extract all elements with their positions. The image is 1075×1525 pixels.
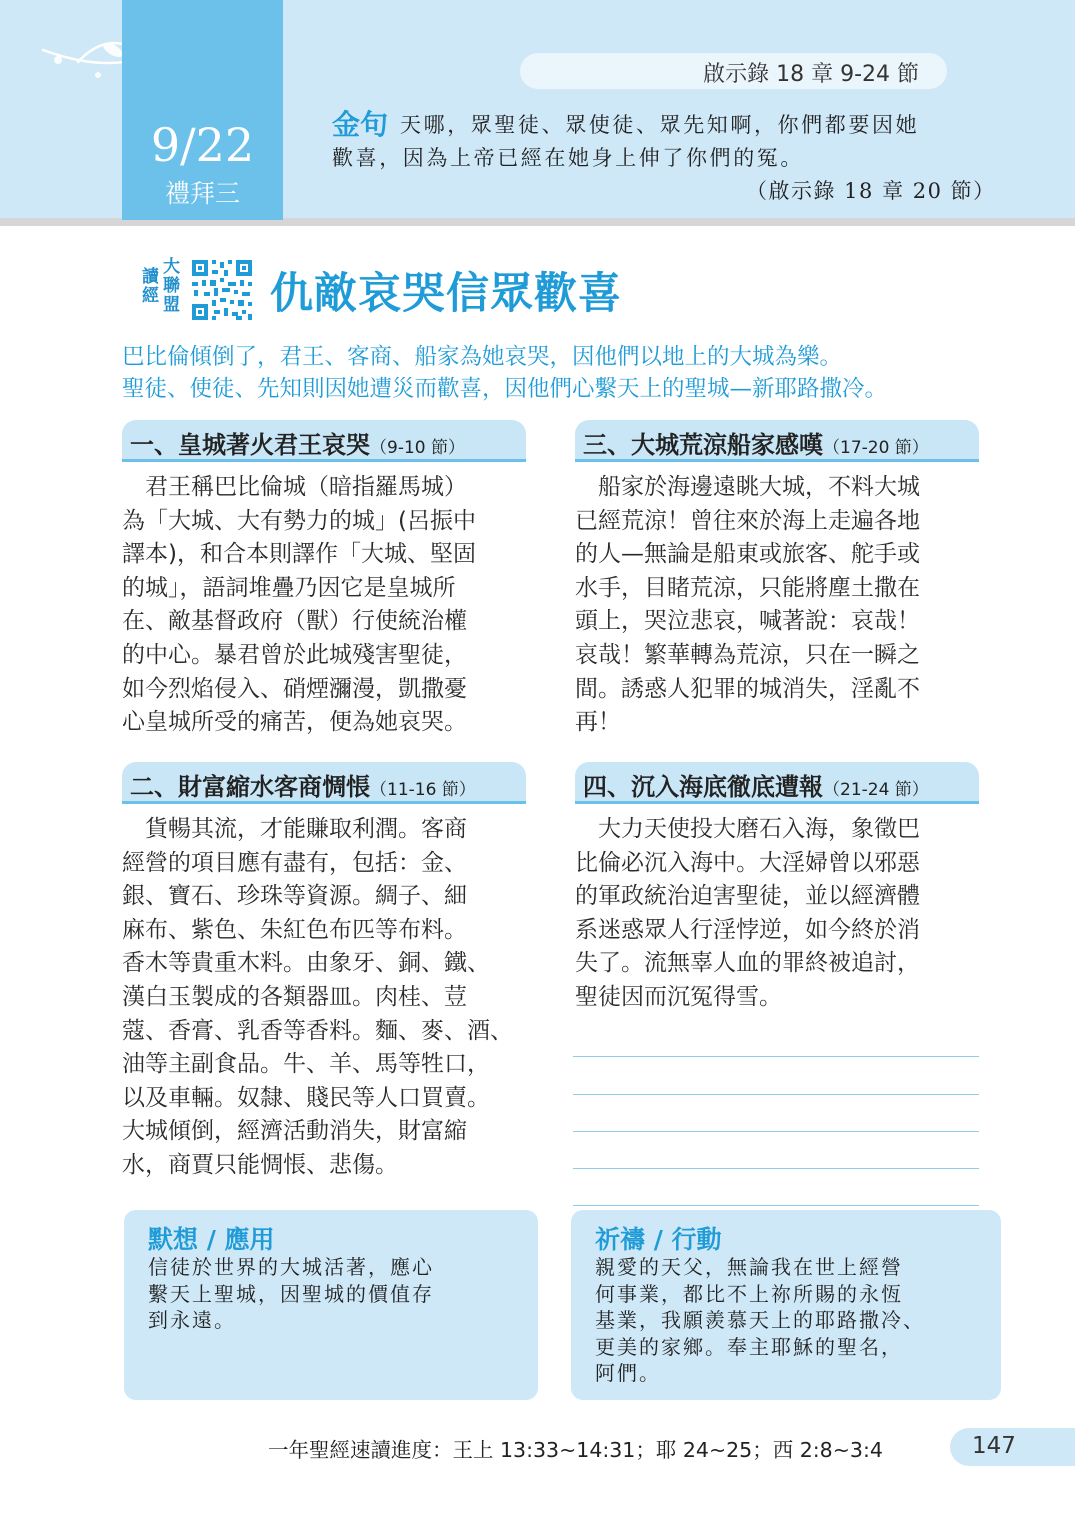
meditation-line: 繫天上聖城，因聖城的價值存 [148, 1281, 434, 1306]
body-line: 已經荒涼！曾往來於海上走遍各地 [575, 507, 920, 534]
note-line [573, 1056, 979, 1057]
page-number: 147 [972, 1433, 1016, 1459]
body-line: 再！ [575, 709, 621, 736]
golden-verse-line: 天哪，眾聖徒、眾使徒、眾先知啊，你們都要因她 [400, 113, 920, 137]
page-number-tab [950, 1428, 1075, 1466]
prayer-title: 祈禱 / 行動 [595, 1225, 722, 1254]
golden-verse-line: 歡喜，因為上帝已經在她身上伸了你們的冤。 [332, 146, 804, 170]
meditation-line: 到永遠。 [148, 1308, 236, 1332]
section-header [575, 420, 979, 462]
prayer-line: 阿們。 [595, 1361, 661, 1385]
body-line: 經營的項目應有盡有，包括：金、 [122, 849, 467, 876]
reading-reference: 啟示錄 18 章 9-24 節 [703, 62, 919, 87]
body-line: 銀、寶石、珍珠等資源。綢子、細 [122, 883, 467, 910]
golden-verse-label: 金句 [332, 108, 389, 141]
section-header [122, 420, 526, 462]
body-line: 心皇城所受的痛苦，便為她哀哭。 [122, 709, 467, 736]
page-title: 仇敵哀哭信眾歡喜 [270, 269, 622, 319]
note-line [573, 1094, 979, 1095]
note-line [573, 1131, 979, 1132]
date-tab [122, 0, 283, 220]
body-line: 為「大城、大有勢力的城」(呂振中 [122, 507, 476, 534]
section-title: 一、皇城著火君王哀哭 [130, 431, 370, 459]
body-line: 貨暢其流，才能賺取利潤。客商 [122, 816, 467, 842]
body-line: 如今烈焰侵入、硝煙瀰漫，凱撒憂 [122, 675, 467, 702]
section-body [575, 813, 920, 1015]
golden-verse-reference: （啟示錄 18 章 20 節） [746, 179, 996, 203]
body-line: 君王稱巴比倫城（暗指羅馬城） [122, 474, 467, 500]
body-line: 的中心。暴君曾於此城殘害聖徒， [122, 641, 467, 668]
body-line: 水，商賈只能惆悵、悲傷。 [122, 1151, 398, 1178]
prayer-line: 何事業，都比不上祢所賜的永恆 [595, 1281, 903, 1306]
section-title: 四、沉入海底徹底遭報 [583, 773, 823, 801]
prayer-text [595, 1254, 925, 1387]
body-line: 麻布、紫色、朱紅色布匹等布料。 [122, 916, 467, 943]
section-verse-range: （9-10 節） [370, 438, 465, 458]
body-line: 系迷惑眾人行淫悖逆，如今終於消 [575, 916, 920, 943]
body-line: 間。誘惑人犯罪的城消失，淫亂不 [575, 675, 920, 702]
weekday: 禮拜三 [164, 179, 240, 208]
meditation-text [148, 1254, 434, 1334]
prayer-line: 親愛的天父，無論我在世上經營 [595, 1255, 903, 1279]
section-verse-range: （11-16 節） [370, 780, 476, 800]
section-body [575, 471, 920, 740]
body-line: 譯本)，和合本則譯作「大城、堅固 [122, 541, 476, 568]
body-line: 以及車輛。奴隸、賤民等人口買賣。 [122, 1084, 490, 1111]
meditation-box [124, 1210, 538, 1400]
body-line: 的人—無論是船東或旅客、舵手或 [575, 541, 920, 568]
meditation-title: 默想 / 應用 [148, 1225, 275, 1254]
body-line: 在、敵基督政府（獸）行使統治權 [122, 608, 467, 635]
qr-code-icon [190, 258, 254, 322]
prayer-box [571, 1210, 1001, 1400]
date: 9/22 [150, 118, 255, 172]
body-line: 的城」，語詞堆疊乃因它是皇城所 [122, 574, 456, 601]
body-line: 頭上，哭泣悲哀，喊著說：哀哉！ [575, 608, 920, 635]
body-line: 聖徒因而沉冤得雪。 [575, 983, 782, 1010]
note-line [573, 1168, 979, 1169]
body-line: 比倫必沉入海中。大淫婦曾以邪惡 [575, 849, 920, 876]
body-line: 的軍政統治迫害聖徒，並以經濟體 [575, 883, 920, 910]
section-body [122, 471, 476, 740]
intro-line: 巴比倫傾倒了，君王、客商、船家為她哀哭，因他們以地上的大城為樂。 [122, 344, 843, 370]
body-line: 失了。流無辜人血的罪終被追討， [575, 950, 920, 977]
intro-line: 聖徒、使徒、先知則因她遭災而歡喜，因他們心繫天上的聖城—新耶路撒冷。 [122, 376, 888, 402]
body-line: 船家於海邊遠眺大城，不料大城 [575, 474, 920, 500]
side-label-column: 讀經 [142, 267, 159, 306]
prayer-line: 基業，我願羨慕天上的耶路撒冷、 [595, 1308, 925, 1332]
section-body [122, 813, 513, 1183]
body-line: 香木等貴重木料。由象牙、銅、鐵、 [122, 950, 490, 977]
section-title: 二、財富縮水客商惆悵 [130, 773, 370, 801]
note-line [573, 1205, 979, 1206]
side-label-column: 大聯盟 [163, 257, 180, 315]
section-header [575, 762, 979, 804]
reading-progress: 一年聖經速讀進度：王上 13:33~14:31；耶 24~25；西 2:8~3:4 [268, 1438, 883, 1462]
section-title: 三、大城荒涼船家感嘆 [583, 431, 823, 459]
section-header [122, 762, 526, 804]
meditation-line: 信徒於世界的大城活著，應心 [148, 1255, 434, 1279]
prayer-line: 更美的家鄉。奉主耶穌的聖名， [595, 1334, 903, 1359]
body-line: 油等主副食品。牛、羊、馬等牲口， [122, 1051, 490, 1078]
body-line: 水手，目睹荒涼，只能將塵土撒在 [575, 574, 920, 601]
body-line: 漢白玉製成的各類器皿。肉桂、荳 [122, 983, 467, 1010]
body-line: 蔻、香膏、乳香等香料。麵、麥、酒、 [122, 1017, 513, 1044]
body-line: 大城傾倒，經濟活動消失，財富縮 [122, 1118, 467, 1145]
section-verse-range: （17-20 節） [823, 438, 929, 458]
reading-reference-pill [520, 53, 947, 89]
section-verse-range: （21-24 節） [823, 780, 929, 800]
body-line: 大力天使投大磨石入海，象徵巴 [575, 816, 920, 842]
body-line: 哀哉！繁華轉為荒涼，只在一瞬之 [575, 641, 920, 668]
